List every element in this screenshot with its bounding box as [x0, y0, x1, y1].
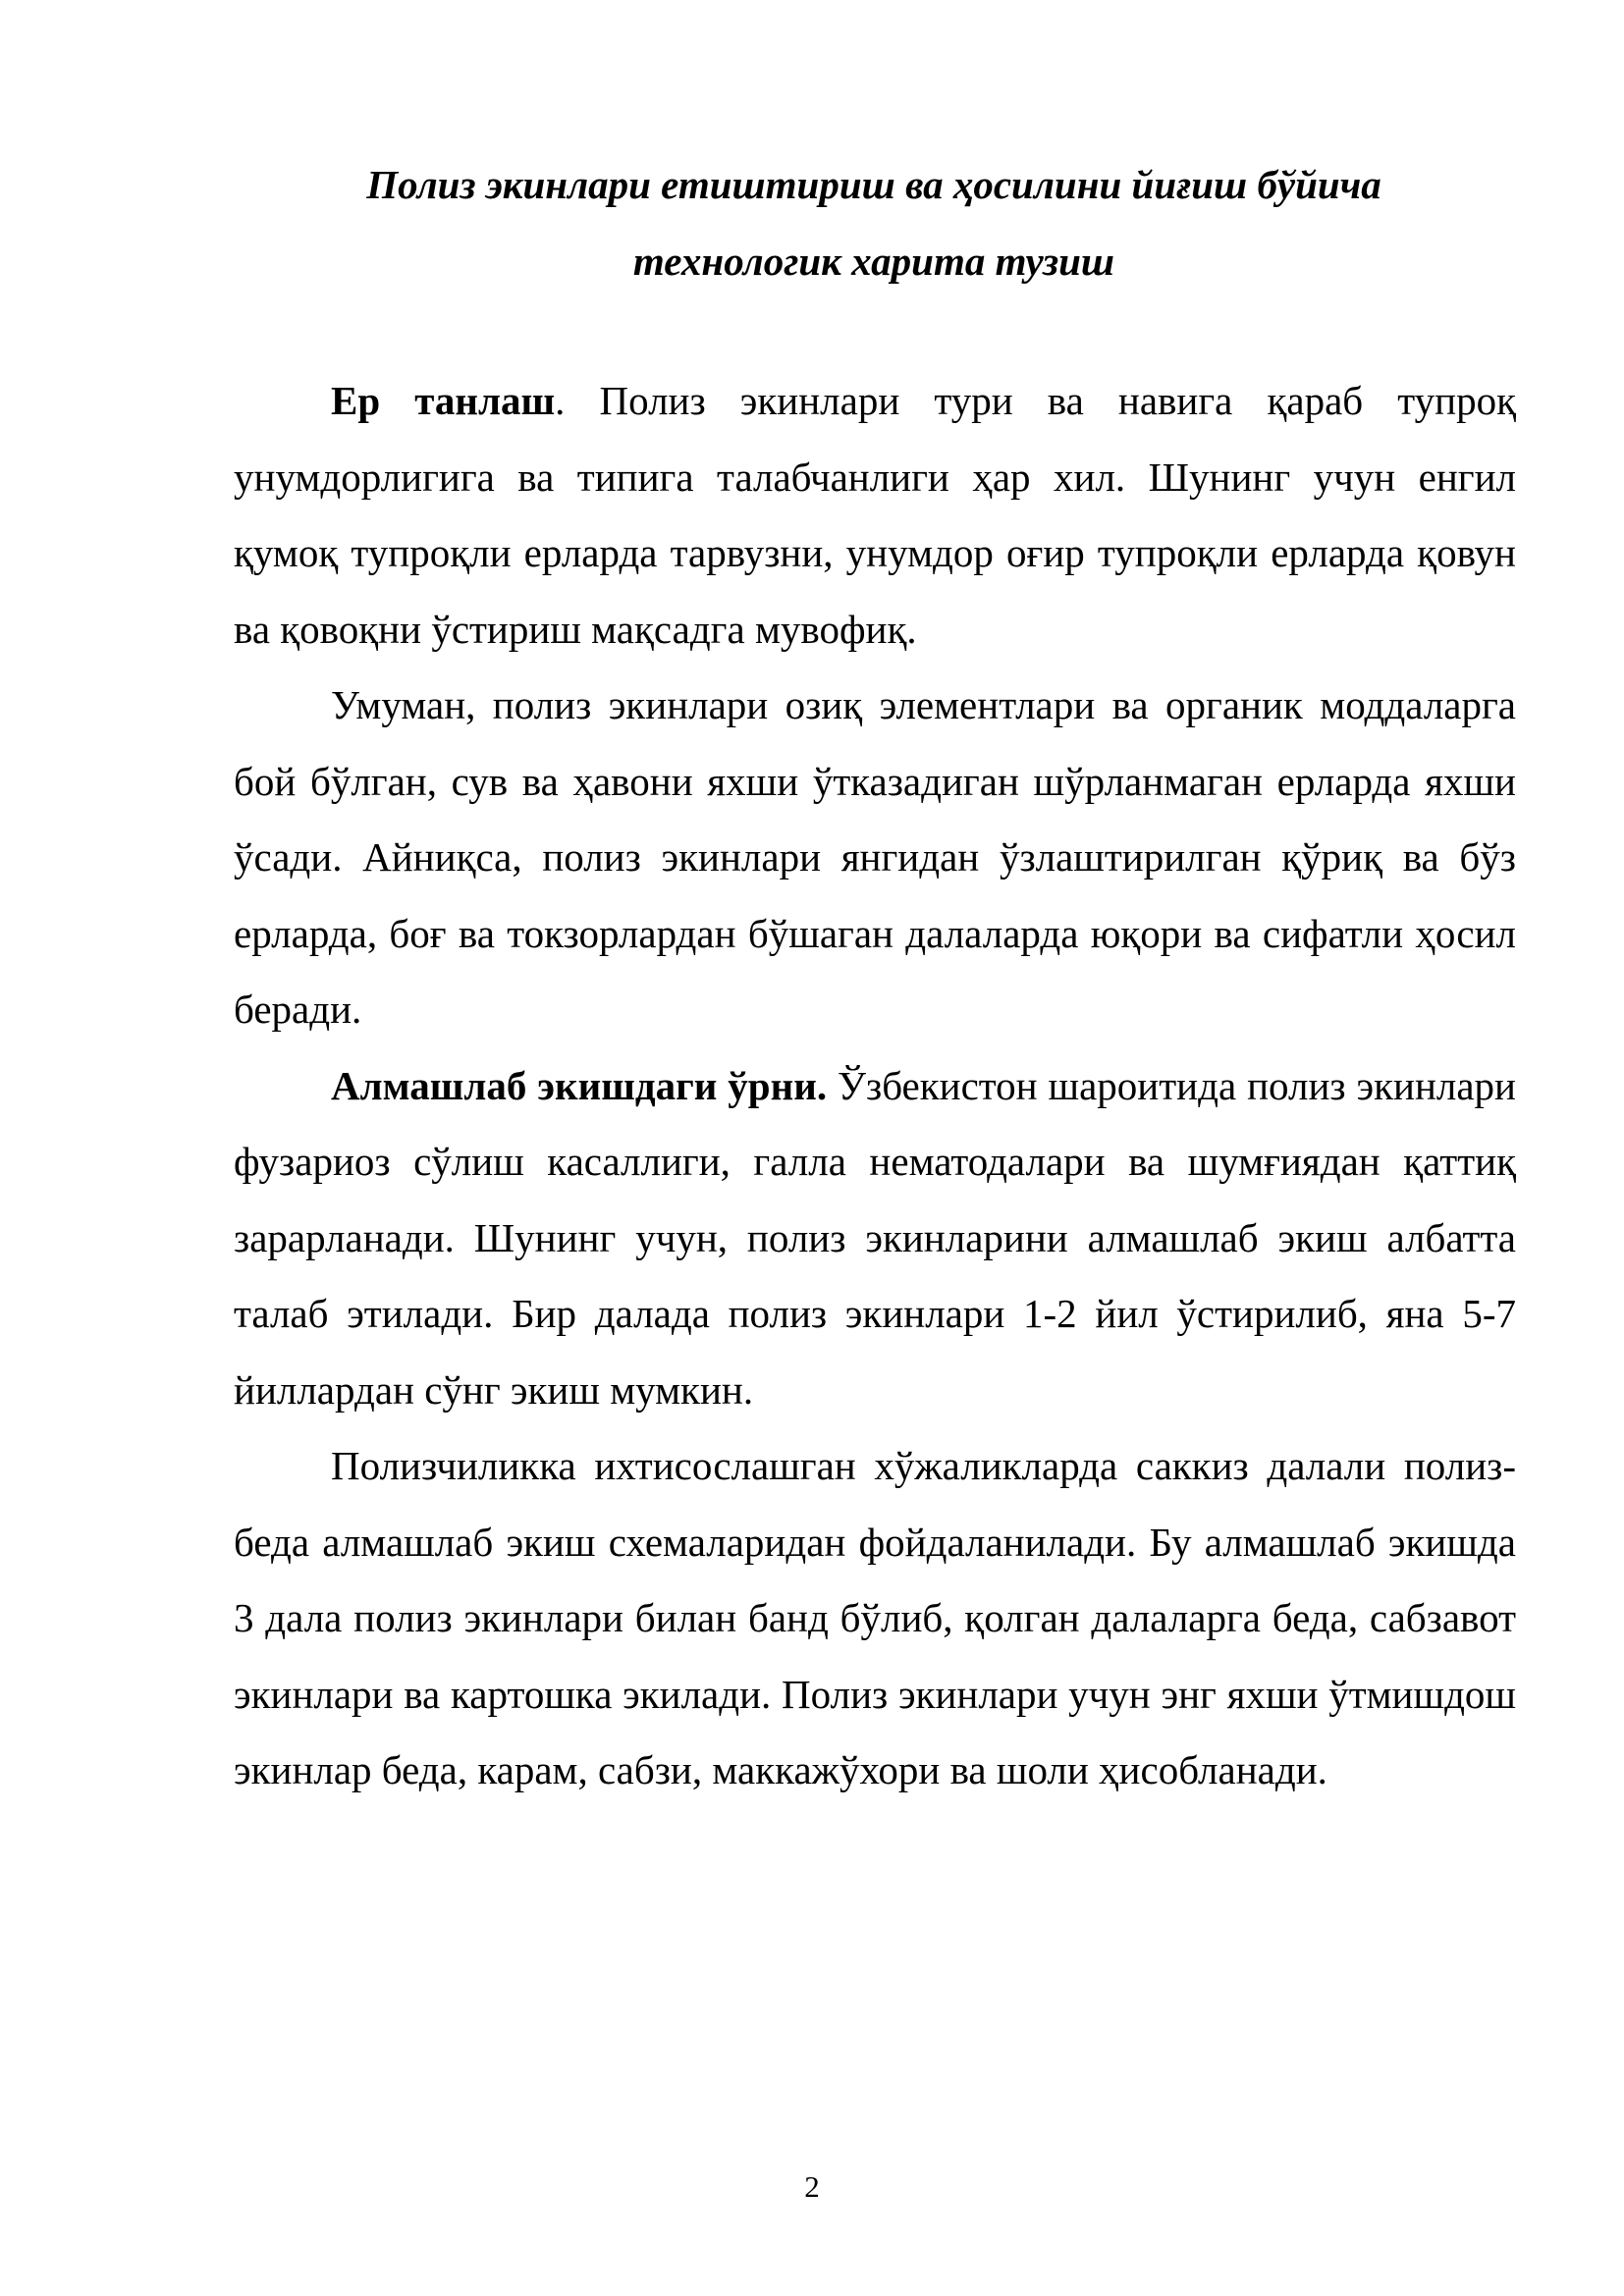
paragraph-text: Полизчиликка ихтисослашган хўжаликларда саккиз далали полиз-беда алмашлаб экиш схемаларидан фойдаланилади. Бу алмашлаб экишда 3 дала полиз экинлари билан банд бўлиб, қолган далаларга беда, сабзавот экинлари ва картошка экилади. Полиз экинлари учун энг яхши ўтмишдош экинлар беда, карам, сабзи, маккажўхори ва шоли ҳисобланади.: [234, 1443, 1516, 1792]
paragraph-text: Ўзбекистон шароитида полиз экинлари фузариоз сўлиш касаллиги, галла нематодалари ва шумғиядан қаттиқ зарарланади. Шунинг учун, полиз экинларини алмашлаб экиш албатта талаб этилади. Бир далада полиз экинлари 1-2 йил ўстирилиб, яна 5-7 йиллардан сўнг экиш мумкин.: [234, 1062, 1516, 1413]
paragraph-heading: Алмашлаб экишдаги ўрни.: [331, 1062, 828, 1108]
paragraph-text: . Полиз экинлари тури ва навига қараб тупроқ унумдорлигига ва типига талабчанлиги ҳар хил. Шунинг учун енгил қумоқ тупроқли ерларда тарвузни, унумдор оғир тупроқли ерларда қовун ва қовоқни ўстириш мақсадга мувофиқ.: [234, 378, 1516, 652]
page-number: 2: [804, 2169, 820, 2204]
document-body: [234, 363, 1516, 1809]
paragraph: [234, 1048, 1516, 1429]
paragraph: [234, 1428, 1516, 1809]
paragraph: [234, 667, 1516, 1048]
paragraph-text: Умуман, полиз экинлари озиқ элементлари ва органик моддаларга бой бўлган, сув ва ҳавони яхши ўтказадиган шўрланмаган ерларда яхши ўсади. Айниқса, полиз экинлари янгидан ўзлаштирилган қўриқ ва бўз ерларда, боғ ва токзорлардан бўшаган далаларда юқори ва сифатли ҳосил беради.: [234, 682, 1516, 1032]
document-title-line-2: технологик харита тузиш: [632, 239, 1115, 284]
paragraph: [234, 363, 1516, 667]
document-title-line-1: Полиз экинлари етиштириш ва ҳосилини йиғиш бўйича: [366, 162, 1381, 207]
paragraph-heading: Ер танлаш: [331, 378, 556, 423]
